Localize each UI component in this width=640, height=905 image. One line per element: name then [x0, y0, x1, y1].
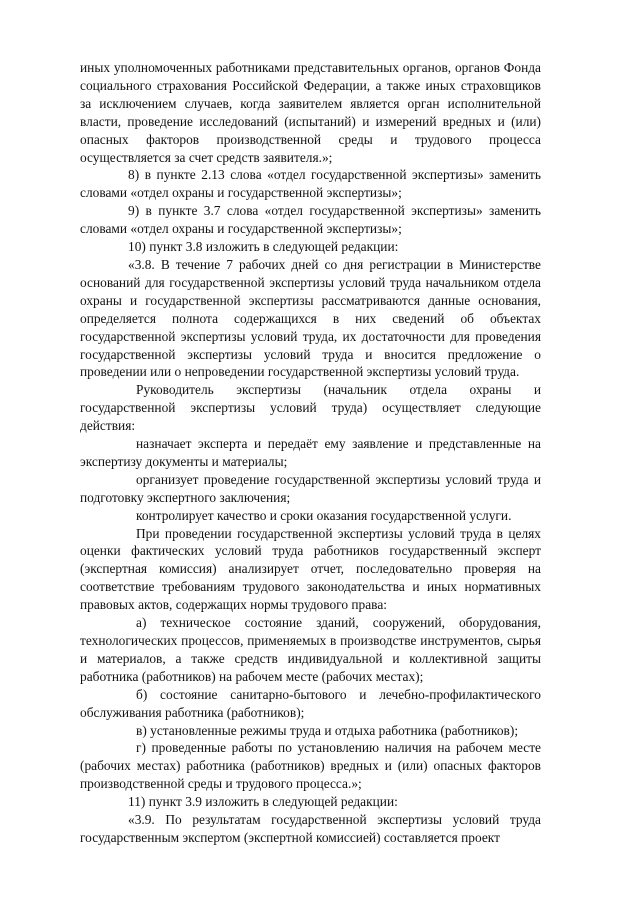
paragraph-list-g: г) проведенные работы по установлению наличия на рабочем месте (рабочих местах) работника (работников) вредных и (или) опасных факторов производственной среды и трудового процесса.»;: [80, 740, 541, 792]
paragraph-expertise-head: Руководитель экспертизы (начальник отдела охраны и государственной экспертизы условий труда) осуществляет следующие действия:: [80, 382, 541, 434]
paragraph-action-control: контролирует качество и сроки оказания государственной услуги.: [136, 507, 512, 523]
paragraph-list-a: а) техническое состояние зданий, сооружений, оборудования, технологических процессов, применяемых в производстве инструментов, сырья и материалов, а также средств индивидуальной и коллективной защиты работника (работников) на рабочем месте (рабочих местах);: [80, 615, 541, 684]
paragraph-continuation: иных уполномоченных работниками представительных органов, органов Фонда социального страхования Российской Федерации, а также иных страховщиков за исключением случаев, когда заявителем является орган исполнительной власти, проведение исследований (испытаний) и измерений вредных и (или) опасных факторов производственной среды и трудового процесса осуществляется за счет средств заявителя.»;: [80, 60, 541, 165]
paragraph-item-10: 10) пункт 3.8 изложить в следующей редакции:: [128, 239, 399, 255]
document-page: [80, 59, 541, 847]
paragraph-clause-3-9: «3.9. По результатам государственной экспертизы условий труда государственным экспертом (экспертной комиссией) составляется проект: [80, 812, 541, 845]
paragraph-list-b: б) состояние санитарно-бытового и лечебно-профилактического обслуживания работника (работников);: [80, 686, 541, 720]
paragraph-action-assign: назначает эксперта и передаёт ему заявление и представленные на экспертизу документы и материалы;: [80, 436, 541, 469]
paragraph-item-9: 9) в пункте 3.7 слова «отдел государственной экспертизы» заменить словами «отдел охраны и государственной экспертизы»;: [80, 203, 541, 237]
paragraph-expert-analysis: При проведении государственной экспертизы условий труда в целях оценки фактических условий труда работников государственный эксперт (экспертная комиссия) анализирует отчет, последовательно проверяя на соответствие требованиям трудового законодательства и иных нормативных правовых актов, содержащих нормы трудового права:: [80, 525, 541, 613]
paragraph-action-organize: организует проведение государственной экспертизы условий труда и подготовку экспертного заключения;: [80, 471, 541, 505]
paragraph-item-11: 11) пункт 3.9 изложить в следующей редакции:: [128, 794, 398, 810]
paragraph-clause-3-8: «3.8. В течение 7 рабочих дней со дня регистрации в Министерстве оснований для государственной экспертизы условий труда начальником отдела охраны и государственной экспертизы рассматриваются данные основания, определяется полнота содержащихся в них сведений об объектах государственной экспертизы условий труда, их достаточности для проведения государственной экспертизы условий труда и вносится предложение о проведении или о непроведении государственной экспертизы условий труда.: [80, 256, 541, 380]
paragraph-list-v: в) установленные режимы труда и отдыха работника (работников);: [136, 722, 519, 738]
paragraph-item-8: 8) в пункте 2.13 слова «отдел государственной экспертизы» заменить словами «отдел охраны и государственной экспертизы»;: [80, 167, 541, 201]
